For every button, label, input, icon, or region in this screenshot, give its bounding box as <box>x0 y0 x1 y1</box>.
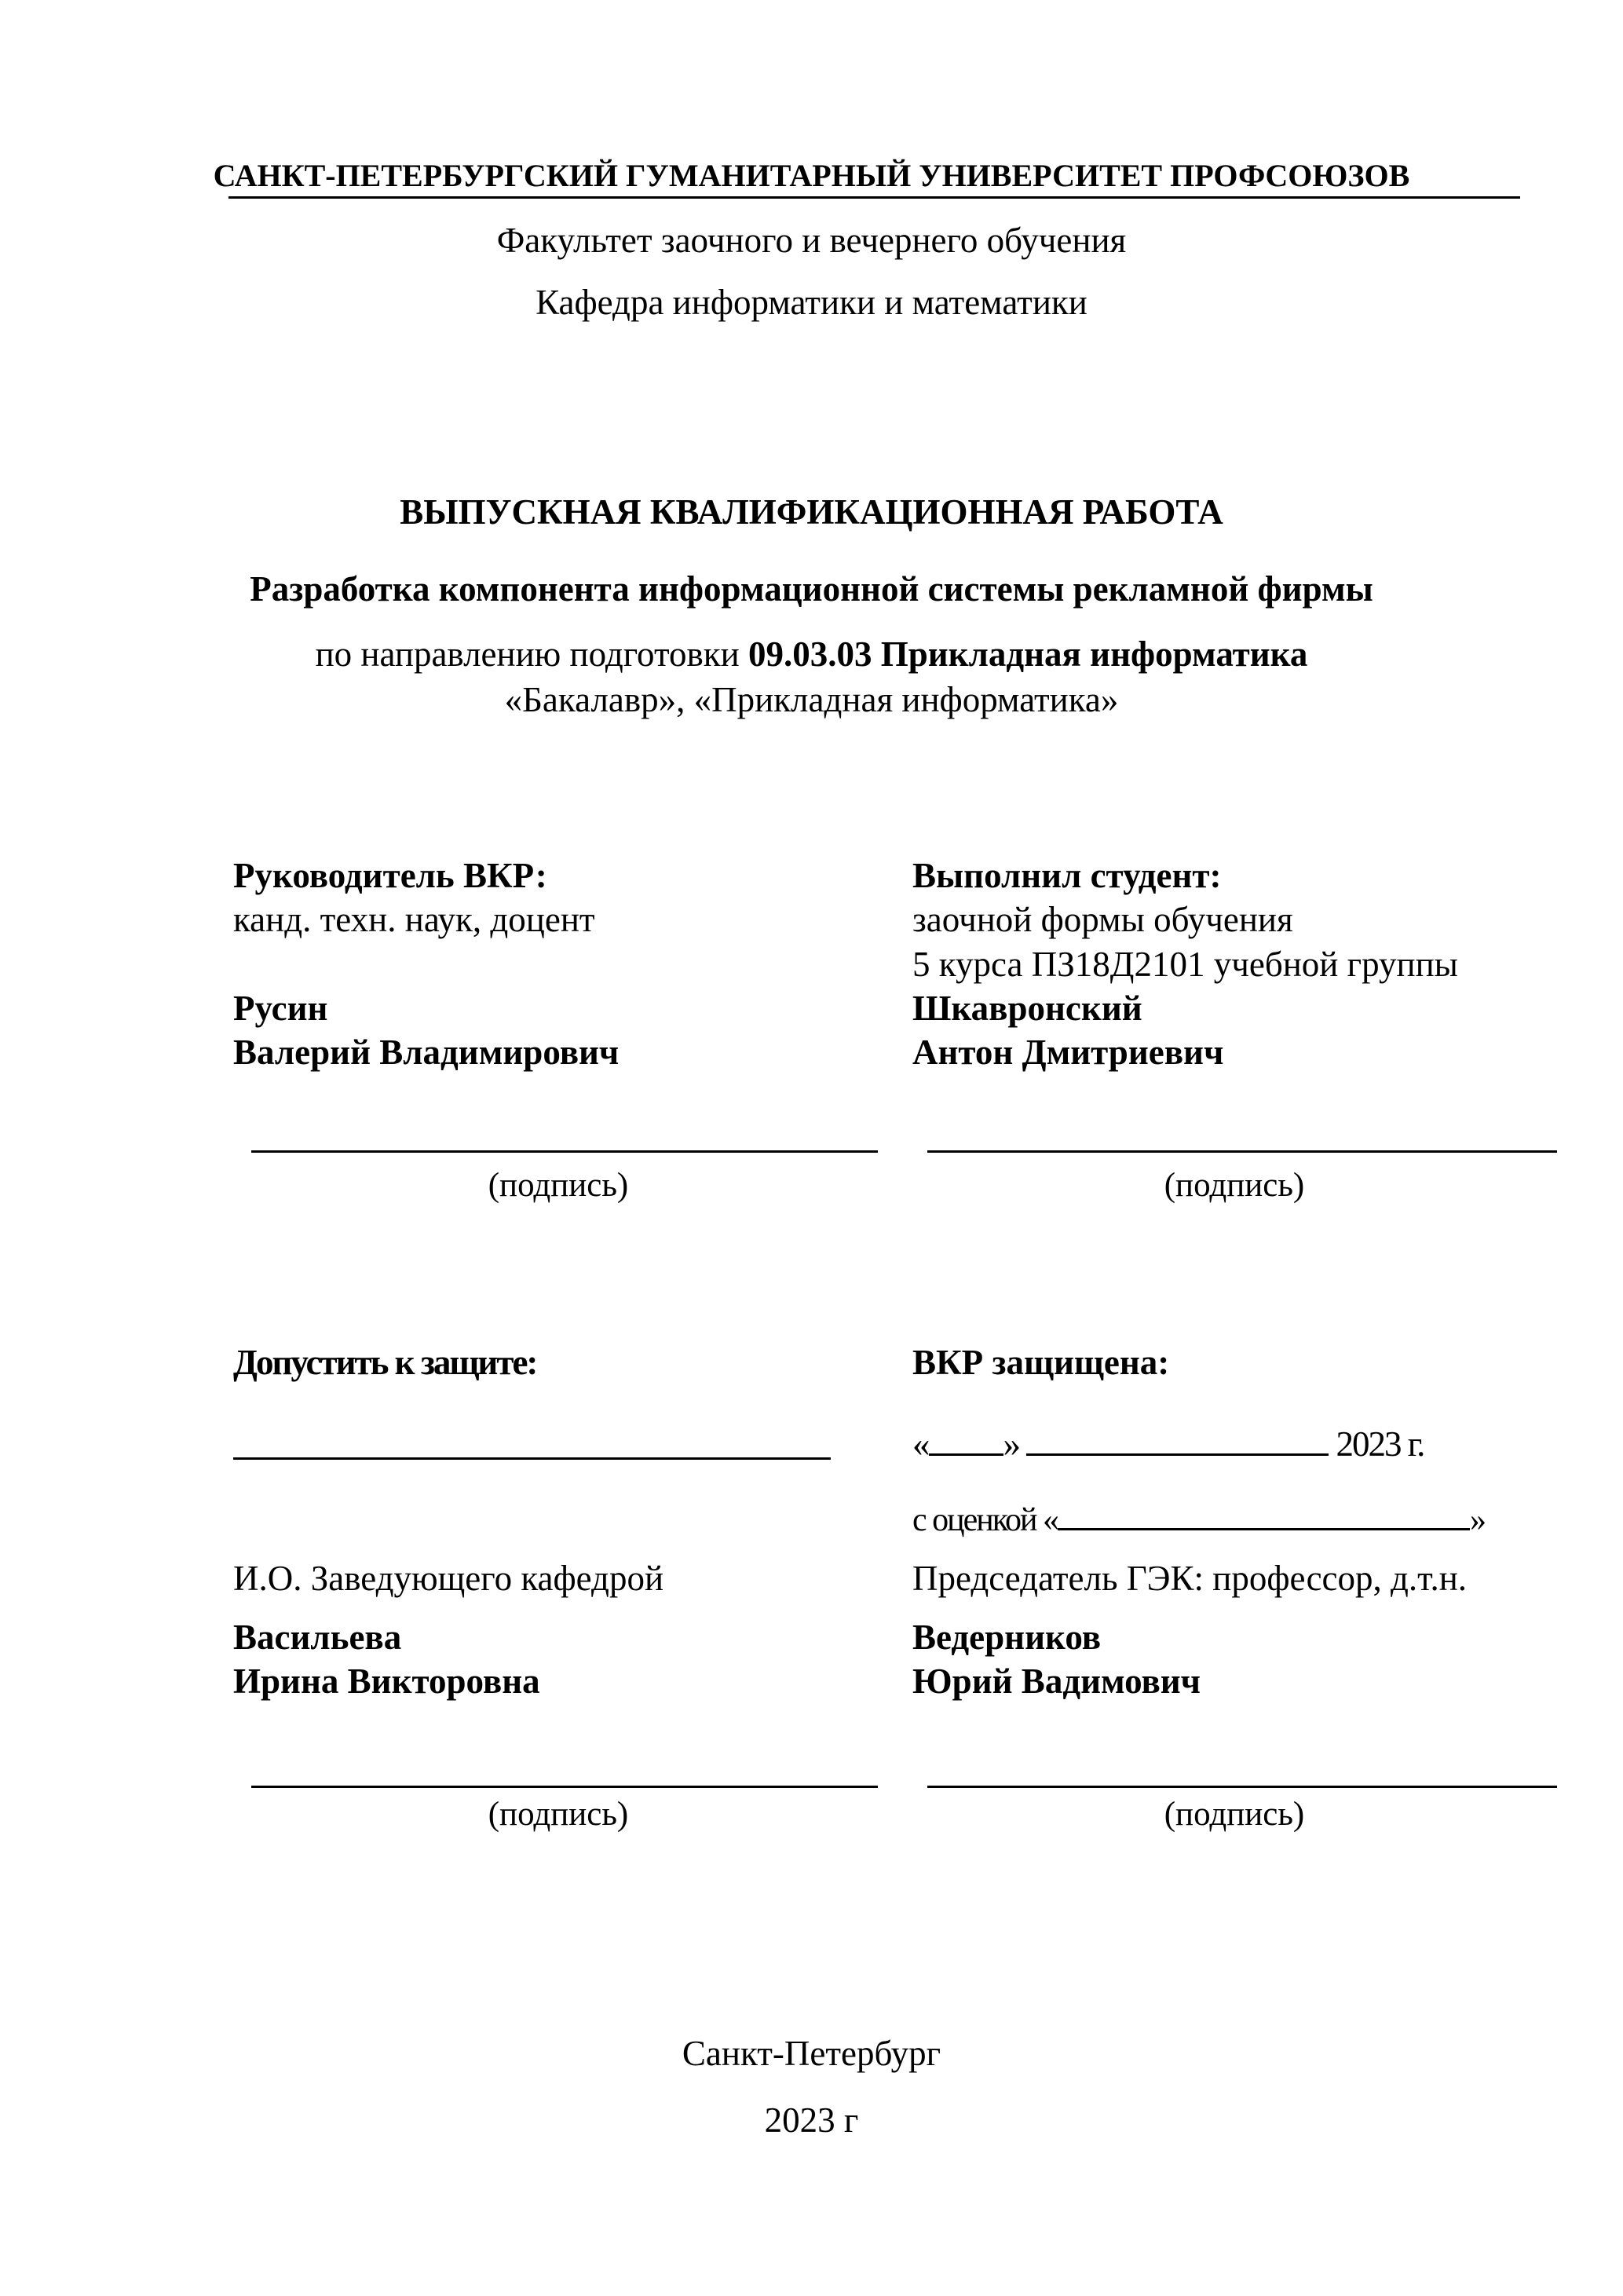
student-group: 5 курса ПЗ18Д2101 учебной группы <box>912 945 1458 984</box>
direction-prefix: по направлению подготовки <box>315 634 748 674</box>
supervisor-signature-line <box>251 1150 878 1153</box>
footer-year: 2023 г <box>764 2100 859 2140</box>
student-form: заочной формы обучения <box>912 900 1293 939</box>
city: Санкт-Петербург <box>682 2034 941 2073</box>
supervisor-signature-caption: (подпись) <box>488 1167 629 1204</box>
supervisor-label: Руководитель ВКР: <box>233 856 547 895</box>
day-blank <box>929 1424 1003 1456</box>
head-signature-line <box>251 1786 878 1788</box>
profile: «Бакалавр», «Прикладная информатика» <box>504 680 1119 719</box>
header-rule <box>228 196 1520 199</box>
chair-signature-line <box>927 1786 1557 1788</box>
university-name: САНКТ-ПЕТЕРБУРГСКИЙ ГУМАНИТАРНЫЙ УНИВЕРСИТЕТ ПРОФСОЮЗОВ <box>213 158 1410 193</box>
defense-label: ВКР защищена: <box>912 1343 1170 1382</box>
student-signature-line <box>927 1150 1557 1153</box>
month-blank <box>1026 1424 1329 1456</box>
grade-suffix: » <box>1470 1502 1485 1538</box>
head-signature-caption: (подпись) <box>488 1796 629 1833</box>
chair-position: Председатель ГЭК: профессор, д.т.н. <box>912 1559 1468 1598</box>
student-surname: Шкавронский <box>912 989 1142 1028</box>
direction: 09.03.03 Прикладная информатика <box>748 634 1308 674</box>
chair-name: Юрий Вадимович <box>912 1662 1201 1701</box>
grade-blank <box>1058 1498 1470 1530</box>
direction-line <box>0 632 1623 676</box>
supervisor-name: Валерий Владимирович <box>233 1033 620 1072</box>
defense-year: 2023 г. <box>1336 1424 1424 1464</box>
date-close-quote: » <box>1003 1424 1019 1464</box>
admission-surname: Васильева <box>233 1618 402 1657</box>
chair-surname: Ведерников <box>912 1618 1102 1657</box>
defense-grade <box>912 1498 1485 1542</box>
student-label: Выполнил студент: <box>912 856 1222 895</box>
work-topic: Разработка компонента информационной системы рекламной фирмы <box>250 569 1373 609</box>
admission-label: Допустить к защите: <box>233 1343 537 1382</box>
work-type-title: ВЫПУСКНАЯ КВАЛИФИКАЦИОННАЯ РАБОТА <box>400 492 1223 532</box>
admission-position: И.О. Заведующего кафедрой <box>233 1559 664 1598</box>
department: Кафедра информатики и математики <box>536 283 1087 322</box>
supervisor-degree: канд. техн. наук, доцент <box>233 900 595 939</box>
admission-name: Ирина Викторовна <box>233 1662 540 1701</box>
student-signature-caption: (подпись) <box>1164 1167 1305 1204</box>
admission-signature-line <box>233 1457 831 1460</box>
date-open-quote: « <box>912 1424 929 1464</box>
student-name: Антон Дмитриевич <box>912 1033 1224 1072</box>
faculty: Факультет заочного и вечернего обучения <box>496 221 1127 260</box>
defense-date <box>912 1422 1424 1466</box>
supervisor-surname: Русин <box>233 989 328 1028</box>
chair-signature-caption: (подпись) <box>1164 1796 1305 1833</box>
grade-prefix: с оценкой « <box>912 1502 1058 1538</box>
